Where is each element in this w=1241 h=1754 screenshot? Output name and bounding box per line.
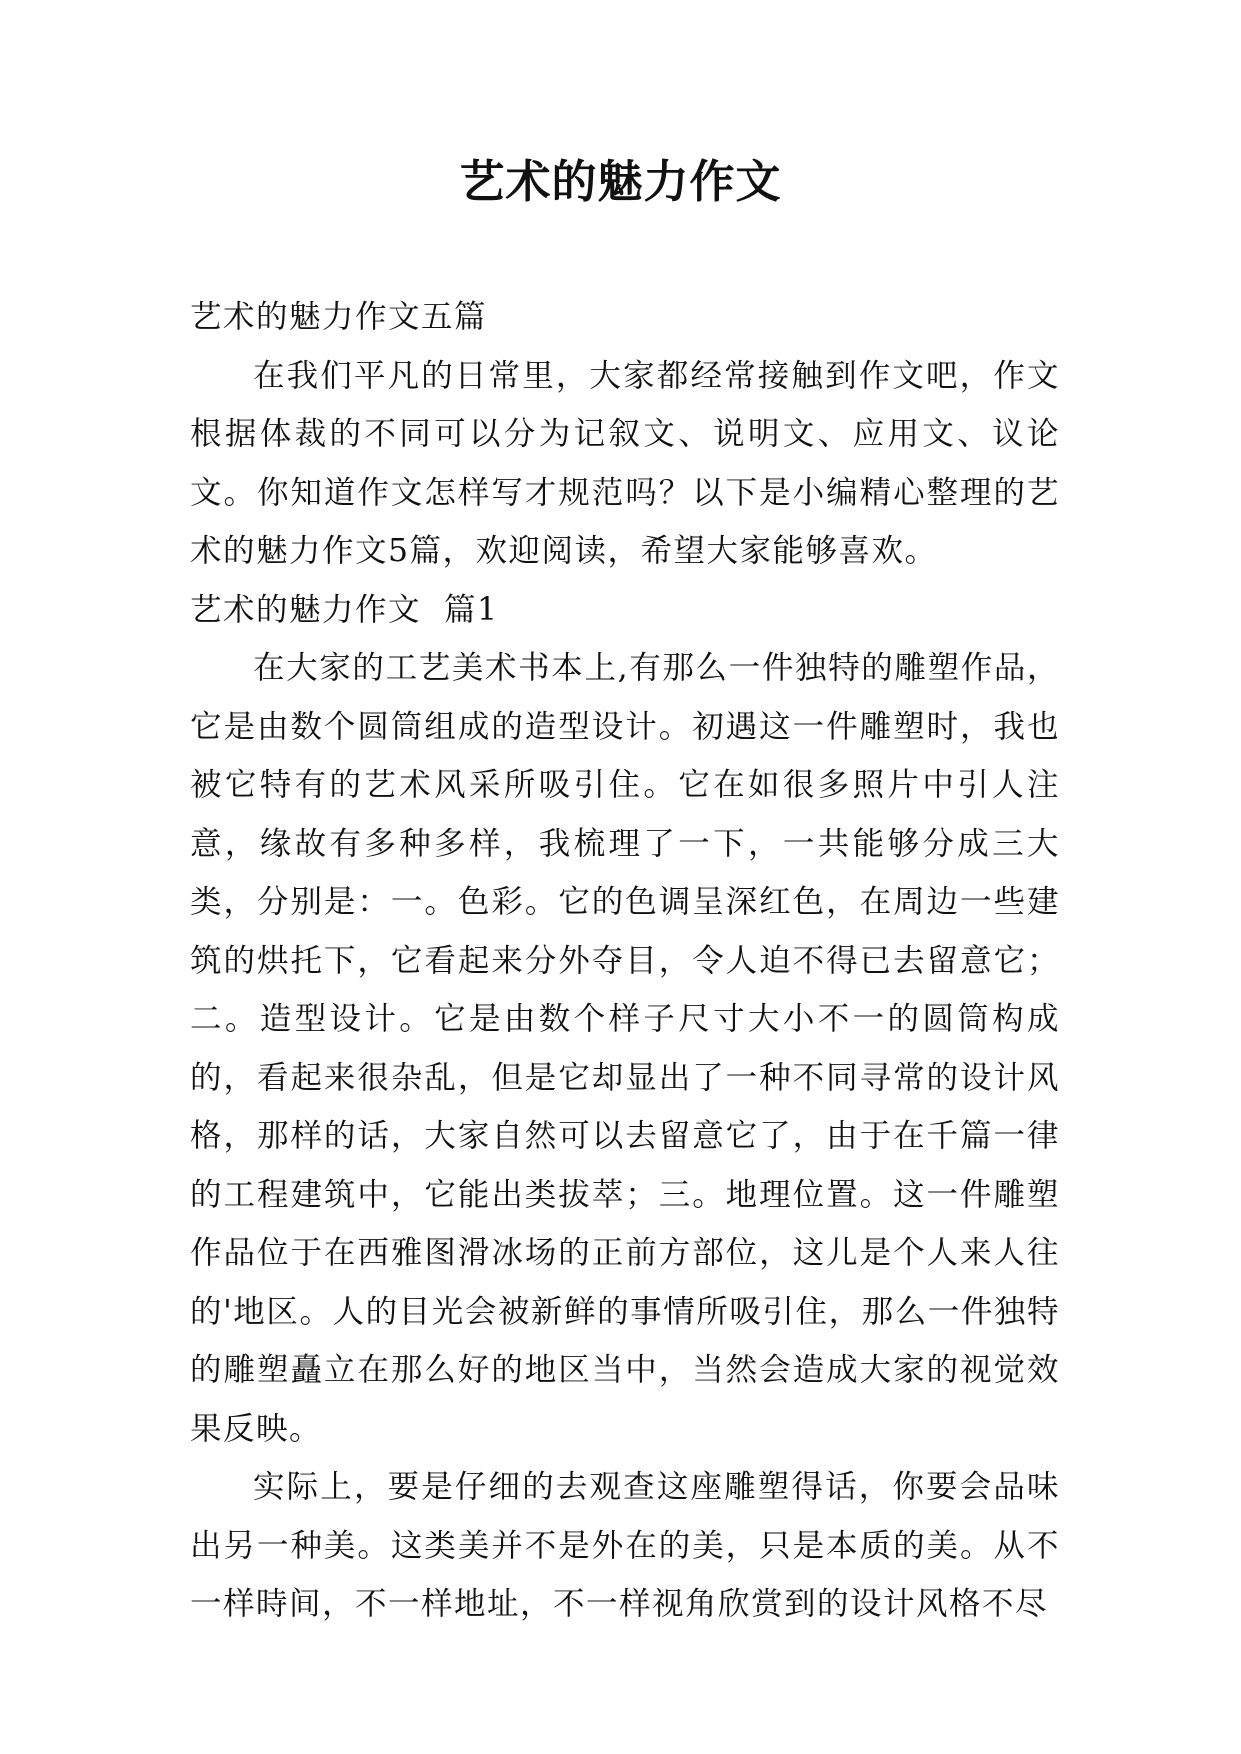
document-subtitle: 艺术的魅力作文五篇 [190,299,488,335]
section-heading: 艺术的魅力作文 篇1 [190,591,499,628]
intro-paragraph: 在我们平凡的日常里，大家都经常接触到作文吧，作文根据体裁的不同可以分为记叙文、说明文、应用文、议论文。你知道作文怎样写才规范吗？以下是小编精心整理的艺术的魅力作文5篇，欢迎阅读，希望大家能够喜欢。 [190,357,1060,569]
body-paragraph: 在大家的工艺美术书本上,有那么一件独特的雕塑作品，它是由数个圆筒组成的造型设计。初遇这一件雕塑时，我也被它特有的艺术风采所吸引住。它在如很多照片中引人注意，缘故有多种多样，我梳理了一下，一共能够分成三大类，分别是：一。色彩。它的色调呈深红色，在周边一些建筑的烘托下，它看起来分外夺目，令人迫不得已去留意它；二。造型设计。它是由数个样子尺寸大小不一的圆筒构成的，看起来很杂乱，但是它却显出了一种不同寻常的设计风格，那样的话，大家自然可以去留意它了，由于在千篇一律的工程建筑中，它能出类拔萃；三。地理位置。这一件雕塑作品位于在西雅图滑冰场的正前方部位，这儿是个人来人往的'地区。人的目光会被新鲜的事情所吸引住，那么一件独特的雕塑矗立在那么好的地区当中，当然会造成大家的视觉效果反映。 [190,650,1060,1447]
body-paragraph: 实际上，要是仔细的去观查这座雕塑得话，你要会品味出另一种美。这类美并不是外在的美，只是本质的美。从不一样時间，不一样地址，不一样视角欣赏到的设计风格不尽 [190,1469,1060,1622]
document-title: 艺术的魅力作文 [459,155,782,208]
document-body [190,288,1060,1634]
